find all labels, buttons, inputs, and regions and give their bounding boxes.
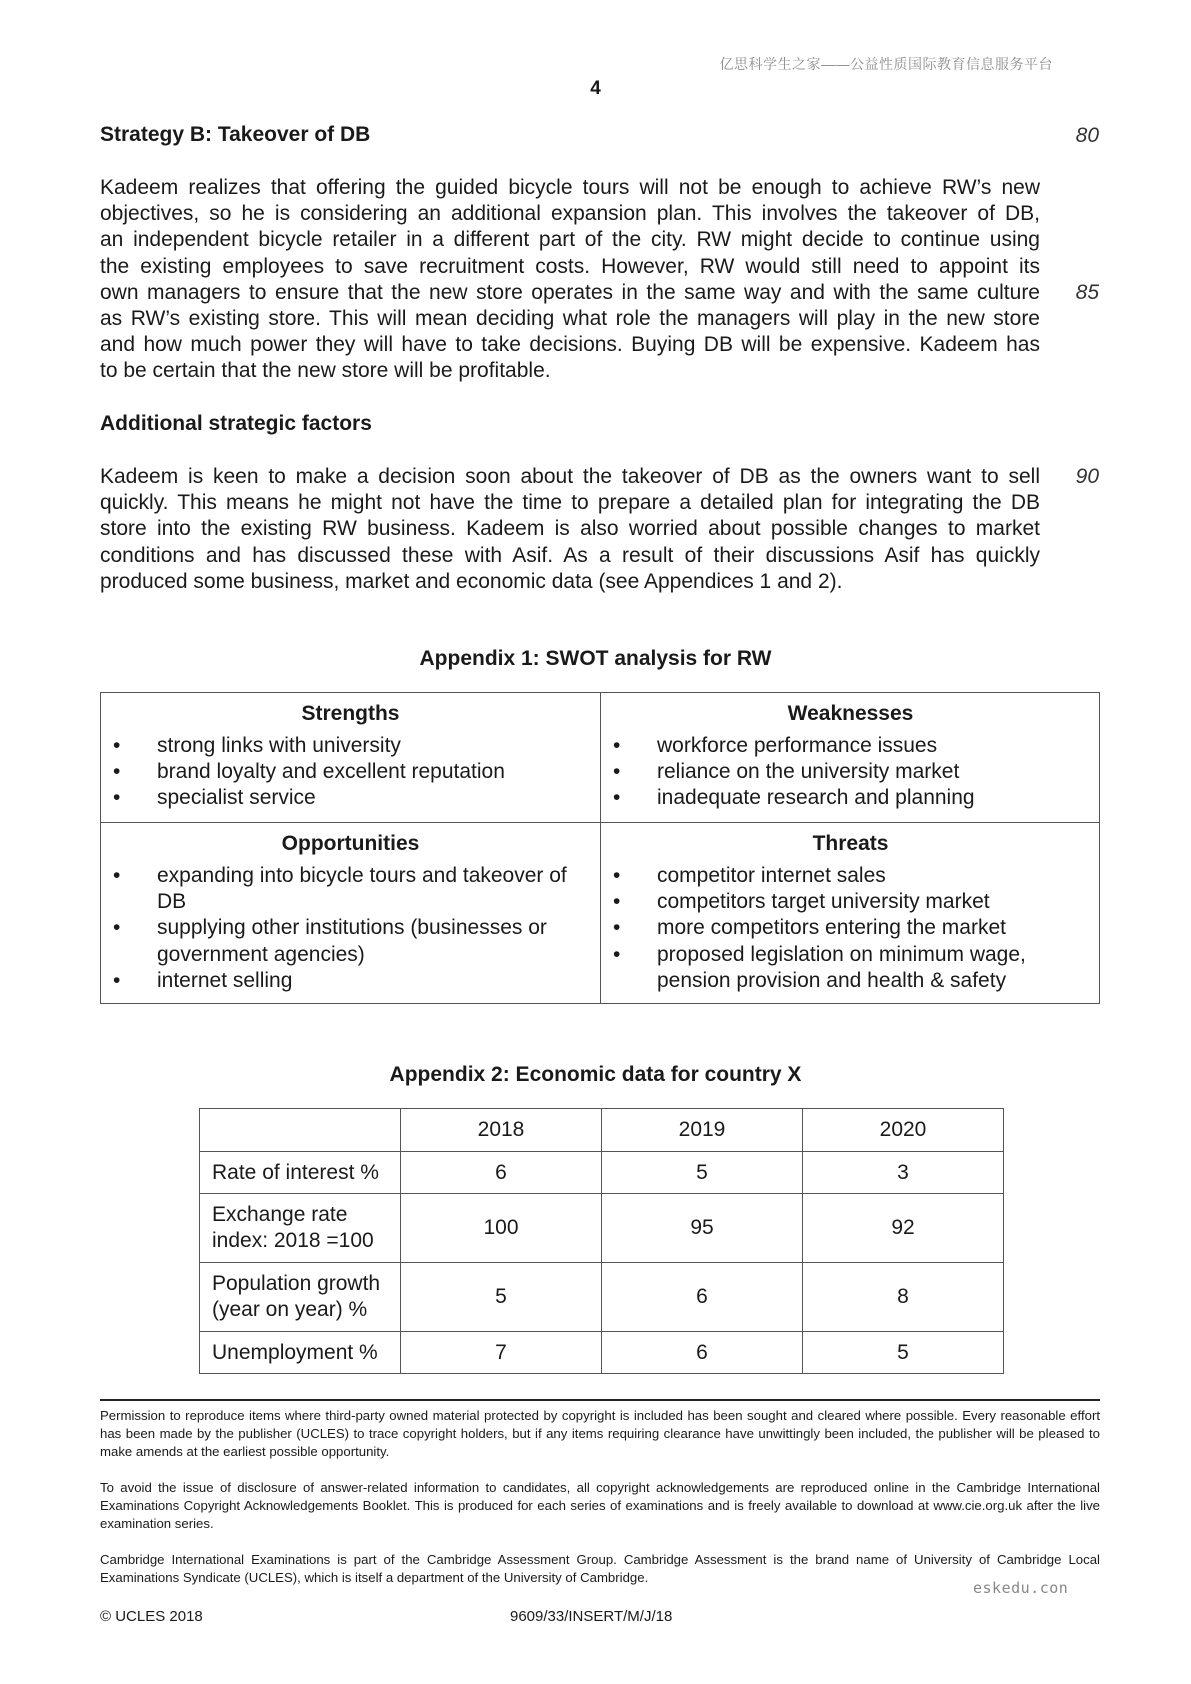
paragraph-line: and how much power they will have to take decisions. Buying DB will be expensive. Kadeem has: [100, 333, 1040, 357]
copyright-disclosure-text: To avoid the issue of disclosure of answer-related information to candidates, all copyright acknowledgements are reproduced online in the Cambridge International Examinations Copyright Acknowledgements Booklet. This is produced for each series of examinations and is freely available to download at www.cie.org.uk after the live examination series.: [100, 1480, 1100, 1532]
table-cell: 6: [602, 1263, 803, 1332]
weaknesses-heading: Weaknesses: [787, 702, 914, 725]
table-cell: 6: [401, 1152, 602, 1194]
swot-threats-cell: [601, 823, 1100, 994]
list-item: • workforce performance issues: [601, 733, 1100, 759]
footer-ucles: © UCLES 2018: [100, 1608, 203, 1625]
table-row: [200, 1194, 1004, 1263]
copyright-cambridge-text: Cambridge International Examinations is part of the Cambridge Assessment Group. Cambridge Assessment is the brand name of University of Cambridge Local Examinations Syndicate (UCLES), which is itself a department of the University of Cambridge.: [100, 1552, 1100, 1586]
paragraph-line: store into the existing RW business. Kadeem is also worried about possible changes to market: [100, 517, 1040, 541]
line-number-85: 85: [1075, 281, 1099, 304]
bullet-icon: •: [113, 864, 121, 887]
list-item: • competitors target university market: [601, 889, 1071, 915]
table-header-row: [200, 1109, 1004, 1152]
bullet-icon: •: [113, 734, 121, 757]
table-cell: 5: [803, 1332, 1004, 1374]
bullet-icon: •: [613, 890, 621, 914]
table-header-cell: 2019: [602, 1109, 803, 1152]
bullet-icon: •: [113, 968, 121, 992]
line-number-90: 90: [1075, 465, 1099, 488]
bullet-icon: •: [113, 916, 121, 940]
swot-table: [100, 692, 1100, 1004]
swot-opportunities-cell: [101, 823, 600, 994]
paragraph-line: Kadeem is keen to make a decision soon about the takeover of DB as the owners want to sell: [100, 465, 1040, 488]
opportunities-heading: Opportunities: [281, 832, 420, 855]
table-header-cell: 2018: [401, 1109, 602, 1152]
line-number-80: 80: [1075, 124, 1099, 147]
list-item: • reliance on the university market: [601, 759, 1100, 785]
bullet-icon: •: [613, 864, 621, 887]
threats-heading: Threats: [812, 832, 889, 855]
bullet-icon: •: [113, 786, 121, 810]
list-item: • inadequate research and planning: [601, 785, 1100, 811]
additional-factors-heading: Additional strategic factors: [100, 412, 372, 435]
row-label: Unemployment %: [200, 1332, 401, 1374]
appendix-2-title: Appendix 2: Economic data for country X: [389, 1063, 802, 1086]
footer-paper-code: 9609/33/INSERT/M/J/18: [510, 1608, 673, 1625]
paragraph-line: Kadeem realizes that offering the guided bicycle tours will not be enough to achieve RW’s new: [100, 176, 1040, 199]
bullet-icon: •: [613, 916, 621, 940]
list-item: • brand loyalty and excellent reputation: [101, 759, 600, 785]
strategy-b-paragraph: [100, 175, 1040, 385]
table-cell: 8: [803, 1263, 1004, 1332]
table-cell: 92: [803, 1194, 1004, 1263]
economic-data-table: [199, 1108, 1004, 1374]
bullet-icon: •: [113, 760, 121, 784]
strengths-list: [101, 733, 600, 812]
table-cell: 3: [803, 1152, 1004, 1194]
row-label: Exchange rate index: 2018 =100: [200, 1194, 401, 1263]
list-item: • strong links with university: [101, 733, 600, 759]
eskedu-watermark: eskedu.con: [973, 1579, 1069, 1597]
row-label: Rate of interest %: [200, 1152, 401, 1194]
table-header-cell: 2020: [803, 1109, 1004, 1152]
paragraph-line: objectives, so he is considering an additional expansion plan. This involves the takeover of DB,: [100, 202, 1040, 226]
paragraph-line: own managers to ensure that the new store operates in the same way and with the same culture: [100, 280, 1040, 304]
bullet-icon: •: [613, 760, 621, 784]
paragraph-line: produced some business, market and economic data (see Appendices 1 and 2).: [100, 569, 843, 593]
paragraph-line: quickly. This means he might not have the time to prepare a detailed plan for integrating the DB: [100, 491, 1040, 515]
strategy-b-heading: Strategy B: Takeover of DB: [100, 123, 371, 146]
swot-strengths-cell: [101, 693, 600, 812]
list-item: • expanding into bicycle tours and takeover of DB: [113, 864, 567, 914]
table-row: [200, 1263, 1004, 1332]
weaknesses-list: [601, 733, 1100, 812]
strengths-heading: Strengths: [301, 702, 400, 725]
row-label: Population growth (year on year) %: [200, 1263, 401, 1332]
table-cell: 6: [602, 1332, 803, 1374]
list-item: • more competitors entering the market: [601, 915, 1071, 941]
paragraph-line: the existing employees to save recruitment costs. However, RW would still need to appoint its: [100, 254, 1040, 278]
table-cell: 100: [401, 1194, 602, 1263]
table-header-cell: [200, 1109, 401, 1152]
bullet-icon: •: [613, 942, 621, 966]
paragraph-line: as RW’s existing store. This will mean deciding what role the managers will play in the new store: [100, 307, 1040, 331]
list-item: • proposed legislation on minimum wage, pension provision and health & safety: [613, 942, 1026, 992]
table-cell: 5: [401, 1263, 602, 1332]
list-item: • competitor internet sales: [601, 863, 1071, 889]
watermark-header: 亿思科学生之家——公益性质国际教育信息服务平台: [719, 56, 1053, 72]
list-item: • supplying other institutions (businesses or government agencies): [113, 916, 547, 966]
bullet-icon: •: [613, 734, 621, 757]
table-cell: 7: [401, 1332, 602, 1374]
appendix-1-title: Appendix 1: SWOT analysis for RW: [419, 647, 772, 670]
list-item: • internet selling: [101, 968, 581, 994]
table-row: [200, 1332, 1004, 1374]
bullet-icon: •: [613, 786, 621, 810]
threats-list: [601, 863, 1071, 994]
footer-divider: [100, 1399, 1100, 1401]
table-cell: 5: [602, 1152, 803, 1194]
paragraph-line: conditions and has discussed these with Asif. As a result of their discussions Asif has quickly: [100, 543, 1040, 567]
list-item: • specialist service: [101, 785, 600, 811]
paragraph-line: to be certain that the new store will be profitable.: [100, 359, 551, 383]
additional-factors-paragraph: [100, 464, 1040, 595]
table-cell: 95: [602, 1194, 803, 1263]
swot-weaknesses-cell: [601, 693, 1100, 812]
paragraph-line: an independent bicycle retailer in a different part of the city. RW might decide to continue using: [100, 228, 1040, 252]
copyright-permission-text: Permission to reproduce items where third-party owned material protected by copyright is included has been sought and cleared where possible. Every reasonable effort has been made by the publisher (UCLES) to trace copyright holders, but if any items requiring clearance have unwittingly been included, the publisher will be pleased to make amends at the earliest possible opportunity.: [100, 1408, 1100, 1460]
opportunities-list: [101, 863, 581, 994]
page-number: 4: [590, 78, 601, 99]
table-row: [200, 1152, 1004, 1194]
